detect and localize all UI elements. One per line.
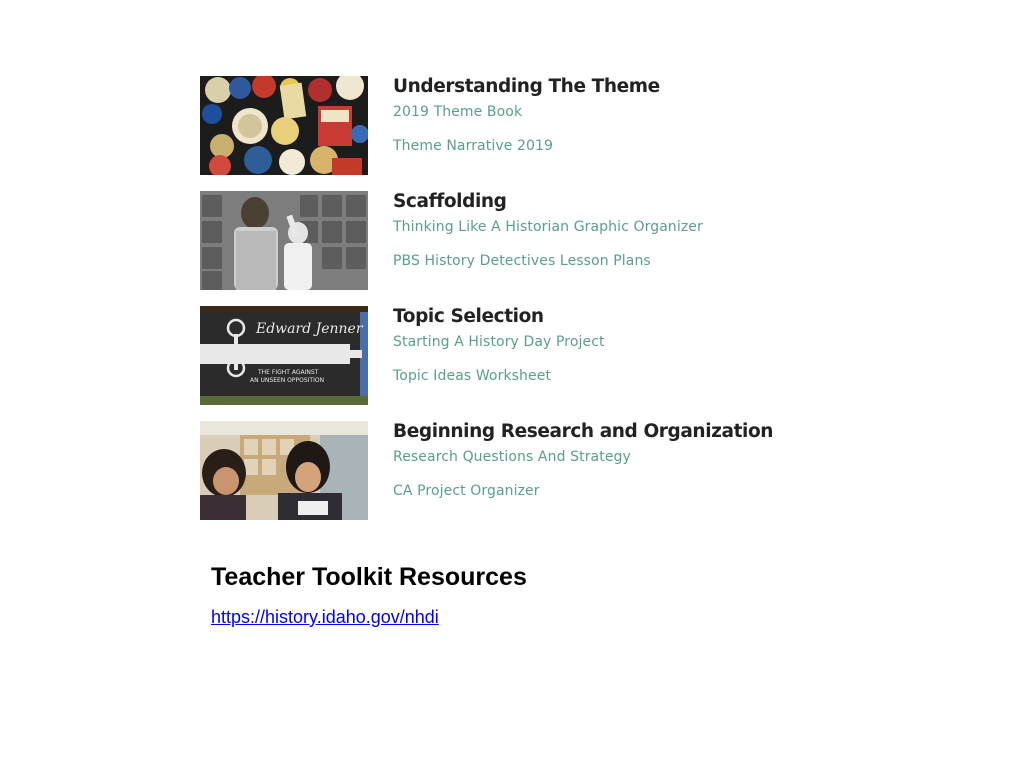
historian-organizer-link[interactable]: Thinking Like A Historian Graphic Organizer — [393, 219, 703, 235]
toolkit-title: Teacher Toolkit Resources — [211, 563, 527, 591]
pbs-lesson-plans-link[interactable]: PBS History Detectives Lesson Plans — [393, 253, 651, 269]
section-scaffolding — [200, 191, 720, 290]
edward-jenner-exhibit-image — [200, 306, 368, 405]
section-title: Beginning Research and Organization — [393, 421, 774, 442]
toolkit-url-link[interactable]: https://history.idaho.gov/nhdi — [211, 607, 439, 627]
jenner-name-text: Edward Jenner — [256, 321, 363, 337]
topic-ideas-link[interactable]: Topic Ideas Worksheet — [393, 368, 552, 384]
campaign-buttons-image — [200, 76, 368, 175]
section-understanding-theme — [200, 76, 720, 175]
starting-project-link[interactable]: Starting A History Day Project — [393, 334, 605, 350]
jenner-subtitle-1: THE FIGHT AGAINST — [258, 369, 319, 376]
section-title: Topic Selection — [393, 306, 544, 327]
children-at-shelves-image — [200, 191, 368, 290]
section-title: Understanding The Theme — [393, 76, 660, 97]
theme-narrative-link[interactable]: Theme Narrative 2019 — [393, 138, 553, 154]
research-questions-link[interactable]: Research Questions And Strategy — [393, 449, 631, 465]
students-researching-image — [200, 421, 368, 520]
jenner-subtitle-2: AN UNSEEN OPPOSITION — [250, 377, 325, 384]
project-organizer-link[interactable]: CA Project Organizer — [393, 483, 540, 499]
section-topic-selection — [200, 306, 720, 405]
theme-book-link[interactable]: 2019 Theme Book — [393, 104, 523, 120]
section-title: Scaffolding — [393, 191, 507, 212]
section-research-organization — [200, 421, 774, 520]
